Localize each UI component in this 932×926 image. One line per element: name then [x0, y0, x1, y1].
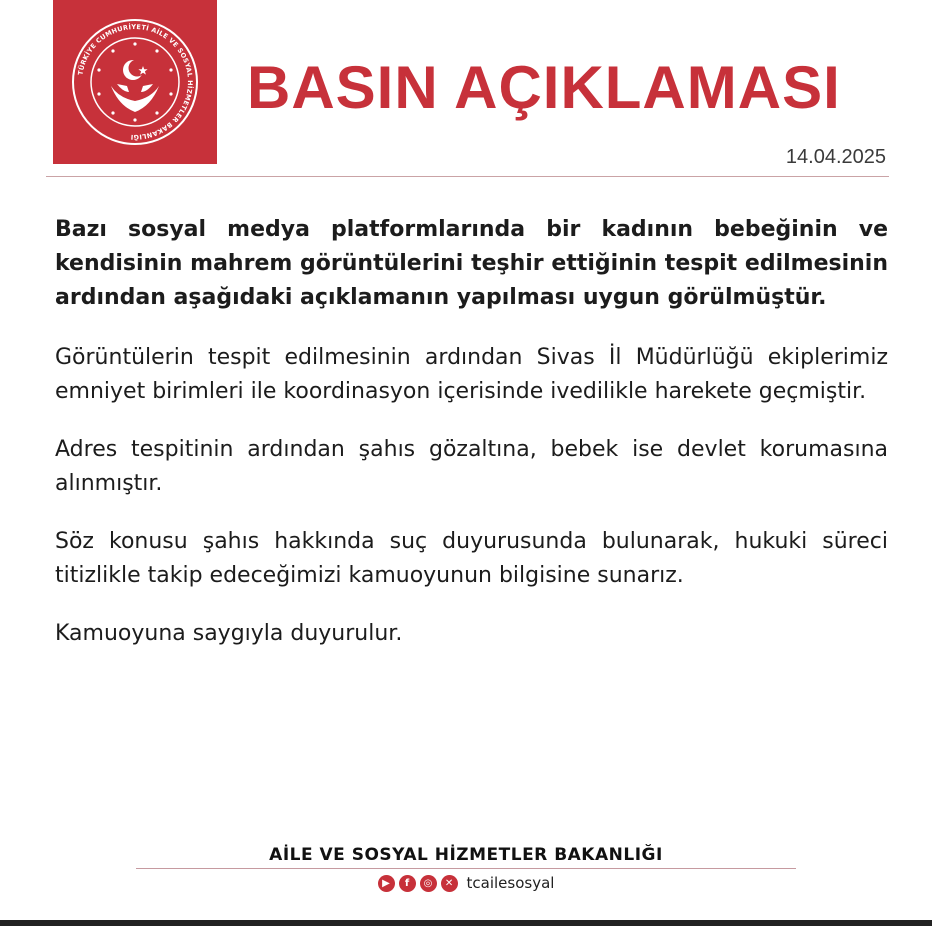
press-release-body [55, 213, 888, 675]
closing-paragraph: Kamuoyuna saygıyla duyurulur. [55, 621, 403, 646]
facebook-icon[interactable]: f [399, 875, 416, 892]
social-links [0, 874, 932, 892]
ministry-emblem-icon [53, 0, 217, 164]
x-icon[interactable]: ✕ [441, 875, 458, 892]
body-paragraph: Görüntülerin tespit edilmesinin ardından Sivas İl Müdürlüğü ekiplerimiz emniyet birimleri ile koordinasyon içerisinde ivedilikle harekete geçmiştir. [55, 345, 888, 404]
release-date: 14.04.2025 [785, 146, 886, 168]
svg-text:TÜRKİYE CUMHURİYETİ AİLE VE SO [76, 22, 194, 142]
ministry-logo [53, 0, 217, 164]
bottom-bar [0, 920, 932, 926]
header-divider [46, 176, 889, 177]
ministry-name: AİLE VE SOSYAL HİZMETLER BAKANLIĞI [269, 845, 663, 865]
page-title: BASIN AÇIKLAMASI [247, 54, 841, 121]
instagram-icon[interactable]: ◎ [420, 875, 437, 892]
logo-ring-text: TÜRKİYE CUMHURİYETİ AİLE VE SOSYAL HİZMETLER BAKANLIĞI [76, 22, 195, 142]
footer-divider [136, 868, 796, 869]
body-paragraph: Adres tespitinin ardından şahıs gözaltına, bebek ise devlet korumasına alınmıştır. [55, 437, 888, 496]
body-paragraph: Söz konusu şahıs hakkında suç duyurusunda bulunarak, hukuki süreci titizlikle takip edeceğimizi kamuoyunun bilgisine sunarız. [55, 529, 888, 588]
lead-paragraph: Bazı sosyal medya platformlarında bir kadının bebeğinin ve kendisinin mahrem görüntülerini teşhir ettiğinin tespit edilmesinin ardından aşağıdaki açıklamanın yapılması uygun görülmüştür. [55, 217, 888, 310]
youtube-icon[interactable]: ▶ [378, 875, 395, 892]
social-handle[interactable]: tcailesosyal [466, 874, 555, 892]
